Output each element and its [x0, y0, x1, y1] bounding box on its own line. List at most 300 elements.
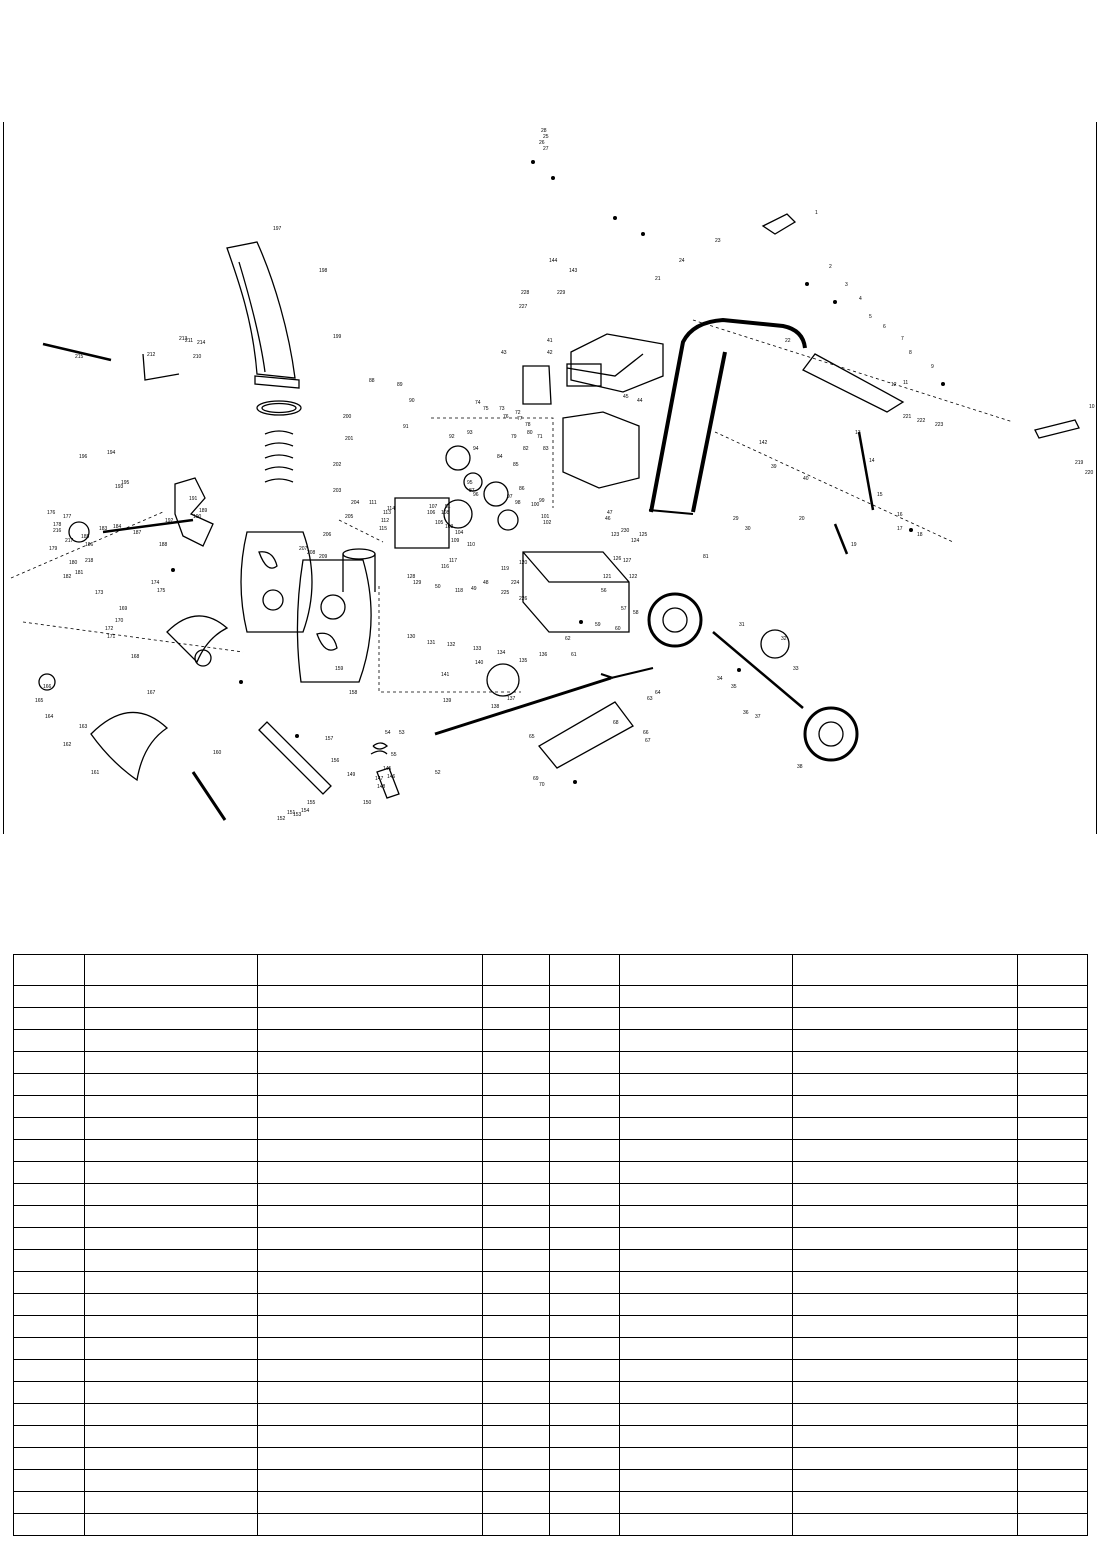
table-cell — [1018, 1184, 1088, 1206]
part-callout-number: 178 — [53, 522, 62, 528]
table-cell — [483, 1250, 550, 1272]
part-callout-number: 80 — [527, 430, 533, 436]
part-callout-number: 214 — [197, 340, 206, 346]
table-cell — [258, 1294, 483, 1316]
table-cell — [793, 1184, 1018, 1206]
part-callout-number: 1 — [815, 210, 818, 216]
part-callout-number: 119 — [501, 566, 509, 572]
table-cell — [85, 1360, 258, 1382]
table-cell — [14, 1338, 85, 1360]
table-cell — [14, 1162, 85, 1184]
right-wheel-hub — [819, 722, 843, 746]
table-cell — [258, 955, 483, 986]
part-callout-number: 79 — [511, 434, 517, 440]
table-cell — [14, 1448, 85, 1470]
table-cell — [550, 1448, 620, 1470]
part-callout-number: 94 — [473, 446, 479, 452]
table-row — [14, 1118, 1088, 1140]
table-cell — [483, 1470, 550, 1492]
part-callout-number: 30 — [745, 526, 751, 532]
part-callout-number: 228 — [521, 290, 530, 296]
part-callout-number: 49 — [471, 586, 477, 592]
part-callout-number: 84 — [497, 454, 503, 460]
part-callout-number: 37 — [755, 714, 761, 720]
part-callout-number: 160 — [213, 750, 222, 756]
part-callout-number: 38 — [797, 764, 803, 770]
part-callout-number: 144 — [549, 258, 558, 264]
part-callout-number: 35 — [731, 684, 737, 690]
table-cell — [258, 1228, 483, 1250]
table-row — [14, 1492, 1088, 1514]
table-cell — [85, 1492, 258, 1514]
table-cell — [483, 1184, 550, 1206]
housing-right-cutout — [317, 633, 337, 650]
fuel-tank — [571, 334, 663, 392]
table-cell — [620, 1492, 793, 1514]
table-cell — [793, 955, 1018, 986]
table-row — [14, 1184, 1088, 1206]
exploded-parts-diagram — [3, 122, 1097, 834]
table-row — [14, 1382, 1088, 1404]
part-callout-number: 216 — [53, 528, 62, 534]
part-callout-number: 56 — [601, 588, 607, 594]
table-cell — [793, 1382, 1018, 1404]
table-cell — [85, 1316, 258, 1338]
table-cell — [483, 1162, 550, 1184]
part-callout-number: 40 — [803, 476, 809, 482]
left-auger-lower — [91, 712, 167, 780]
part-callout-number: 20 — [799, 516, 805, 522]
part-callout-number: 206 — [323, 532, 332, 538]
part-callout-number: 154 — [301, 808, 310, 814]
table-cell — [483, 1294, 550, 1316]
part-callout-number: 193 — [115, 484, 124, 490]
part-callout-number: 168 — [131, 654, 140, 660]
table-cell — [550, 1382, 620, 1404]
part-callout-number: 184 — [113, 524, 122, 530]
table-cell — [14, 1360, 85, 1382]
hardware-dot — [573, 780, 577, 784]
frame-gearcase — [523, 552, 629, 632]
table-cell — [550, 1492, 620, 1514]
table-cell — [793, 1272, 1018, 1294]
part-callout-number: 98 — [515, 500, 521, 506]
handle-crossbar — [649, 510, 693, 514]
table-row — [14, 1228, 1088, 1250]
part-callout-number: 95 — [467, 480, 473, 486]
table-cell — [1018, 1008, 1088, 1030]
part-callout-number: 113 — [383, 510, 391, 516]
table-cell — [1018, 1052, 1088, 1074]
part-callout-number: 159 — [335, 666, 344, 672]
part-callout-number: 198 — [319, 268, 328, 274]
upper-handle-bar — [651, 320, 805, 512]
part-callout-number: 19 — [851, 542, 857, 548]
table-cell — [483, 1206, 550, 1228]
left-wheel — [649, 594, 701, 646]
part-callout-number: 34 — [717, 676, 723, 682]
table-cell — [1018, 986, 1088, 1008]
part-callout-number: 7 — [901, 336, 904, 342]
part-callout-number: 147 — [375, 776, 384, 782]
table-cell — [483, 1030, 550, 1052]
table-cell — [550, 1052, 620, 1074]
table-cell — [14, 1514, 85, 1536]
table-cell — [793, 1228, 1018, 1250]
table-cell — [483, 1096, 550, 1118]
table-row — [14, 1316, 1088, 1338]
part-callout-number: 217 — [65, 538, 74, 544]
table-cell — [258, 1514, 483, 1536]
table-cell — [14, 1052, 85, 1074]
part-callout-number: 213 — [179, 336, 188, 342]
part-callout-number: 54 — [385, 730, 391, 736]
table-cell — [793, 1162, 1018, 1184]
part-callout-number: 183 — [99, 526, 108, 532]
table-cell — [1018, 1118, 1088, 1140]
part-callout-number: 161 — [91, 770, 100, 776]
table-cell — [550, 1514, 620, 1536]
table-cell — [550, 1316, 620, 1338]
drive-control-lever — [763, 214, 795, 234]
auger-control-lever — [1035, 420, 1079, 438]
table-cell — [550, 986, 620, 1008]
table-cell — [483, 955, 550, 986]
part-callout-number: 74 — [475, 400, 481, 406]
part-callout-number: 44 — [637, 398, 643, 404]
part-callout-number: 33 — [793, 666, 799, 672]
callout-number-layer — [35, 128, 1095, 822]
table-cell — [483, 1316, 550, 1338]
table-cell — [1018, 1492, 1088, 1514]
part-callout-number: 77 — [517, 416, 523, 422]
table-cell — [793, 1250, 1018, 1272]
part-callout-number: 105 — [435, 520, 444, 526]
part-callout-number: 78 — [525, 422, 531, 428]
handle-guide-lines — [693, 320, 1013, 542]
part-callout-number: 15 — [877, 492, 883, 498]
table-cell — [793, 1294, 1018, 1316]
lower-handle-bar — [693, 352, 725, 512]
part-callout-number: 24 — [679, 258, 685, 264]
table-cell — [14, 1228, 85, 1250]
table-cell — [1018, 1294, 1088, 1316]
part-callout-number: 224 — [511, 580, 520, 586]
table-cell — [793, 1404, 1018, 1426]
table-cell — [85, 955, 258, 986]
table-cell — [620, 955, 793, 986]
table-cell — [793, 1118, 1018, 1140]
table-cell — [620, 1404, 793, 1426]
drive-pulley — [446, 446, 470, 470]
table-row — [14, 1426, 1088, 1448]
chute-gasket-inner — [262, 404, 296, 413]
part-callout-number: 28 — [541, 128, 547, 134]
belt-cover — [523, 366, 551, 404]
table-cell — [258, 1338, 483, 1360]
table-cell — [14, 1184, 85, 1206]
housing-left-bearing-hole — [263, 590, 283, 610]
part-callout-number: 174 — [151, 580, 160, 586]
fuel-tank-edge — [567, 354, 643, 376]
part-callout-number: 26 — [539, 140, 545, 146]
part-callout-number: 61 — [571, 652, 577, 658]
table-cell — [85, 1074, 258, 1096]
part-callout-number: 16 — [897, 512, 903, 518]
hardware-dot — [551, 176, 555, 180]
part-callout-number: 135 — [519, 658, 528, 664]
table-cell — [85, 1096, 258, 1118]
auger-center-bushing — [195, 650, 211, 666]
shaft-coupler — [601, 668, 653, 678]
part-callout-number: 209 — [319, 554, 328, 560]
table-cell — [258, 1030, 483, 1052]
table-cell — [550, 1184, 620, 1206]
table-cell — [620, 1228, 793, 1250]
part-callout-number: 63 — [647, 696, 653, 702]
table-cell — [14, 1382, 85, 1404]
table-cell — [620, 1118, 793, 1140]
table-row — [14, 1404, 1088, 1426]
table-cell — [483, 1382, 550, 1404]
part-callout-number: 36 — [743, 710, 749, 716]
part-callout-number: 191 — [189, 496, 198, 502]
table-cell — [620, 1470, 793, 1492]
table-cell — [483, 1272, 550, 1294]
part-callout-number: 202 — [333, 462, 342, 468]
part-callout-number: 211 — [185, 338, 193, 344]
part-callout-number: 177 — [63, 514, 72, 520]
table-cell — [14, 1096, 85, 1118]
table-cell — [1018, 1448, 1088, 1470]
table-cell — [793, 986, 1018, 1008]
part-callout-number: 18 — [917, 532, 923, 538]
part-callout-number: 162 — [63, 742, 72, 748]
part-callout-number: 138 — [491, 704, 500, 710]
table-row — [14, 1206, 1088, 1228]
part-callout-number: 181 — [75, 570, 84, 576]
table-row — [14, 1360, 1088, 1382]
part-callout-number: 106 — [427, 510, 436, 516]
hardware-dot — [239, 680, 243, 684]
part-callout-number: 133 — [473, 646, 482, 652]
part-callout-number: 27 — [543, 146, 549, 152]
table-cell — [14, 1206, 85, 1228]
table-cell — [258, 1448, 483, 1470]
part-callout-number: 8 — [909, 350, 912, 356]
discharge-chute — [227, 242, 295, 378]
table-cell — [793, 1426, 1018, 1448]
part-callout-number: 12 — [891, 382, 897, 388]
table-cell — [483, 1228, 550, 1250]
part-callout-number: 208 — [307, 550, 316, 556]
part-callout-number: 45 — [623, 394, 629, 400]
table-cell — [258, 1206, 483, 1228]
part-callout-number: 126 — [613, 556, 622, 562]
part-callout-number: 96 — [473, 492, 479, 498]
table-cell — [550, 1030, 620, 1052]
part-callout-number: 150 — [363, 800, 372, 806]
part-callout-number: 107 — [429, 504, 438, 510]
part-callout-number: 125 — [639, 532, 648, 538]
table-cell — [483, 1448, 550, 1470]
part-callout-number: 164 — [45, 714, 54, 720]
part-callout-number: 17 — [897, 526, 903, 532]
part-callout-number: 130 — [407, 634, 416, 640]
part-callout-number: 52 — [435, 770, 441, 776]
table-cell — [1018, 1206, 1088, 1228]
part-callout-number: 75 — [483, 406, 489, 412]
part-callout-number: 68 — [613, 720, 619, 726]
auger-gearcase-bracket — [377, 768, 399, 798]
dash-panel — [803, 354, 903, 412]
part-callout-number: 22 — [785, 338, 791, 344]
table-cell — [550, 1338, 620, 1360]
part-callout-number: 158 — [349, 690, 358, 696]
table-cell — [620, 1272, 793, 1294]
part-callout-number: 203 — [333, 488, 342, 494]
part-callout-number: 66 — [643, 730, 649, 736]
part-callout-number: 42 — [547, 350, 553, 356]
part-callout-number: 86 — [519, 486, 525, 492]
part-callout-number: 60 — [615, 626, 621, 632]
table-cell — [620, 1426, 793, 1448]
parts-list-table — [13, 954, 1088, 1536]
table-cell — [1018, 955, 1088, 986]
part-callout-number: 112 — [381, 518, 389, 524]
table-cell — [258, 1360, 483, 1382]
part-callout-number: 129 — [413, 580, 422, 586]
table-cell — [483, 1008, 550, 1030]
part-callout-number: 118 — [455, 588, 463, 594]
part-callout-number: 149 — [347, 772, 356, 778]
part-callout-number: 111 — [369, 500, 377, 506]
bottom-cover-plate — [539, 702, 633, 768]
table-cell — [793, 1514, 1018, 1536]
table-cell — [793, 1140, 1018, 1162]
part-callout-number: 73 — [499, 406, 505, 412]
table-cell — [85, 1272, 258, 1294]
table-cell — [1018, 1250, 1088, 1272]
drive-shaft — [435, 678, 611, 734]
table-cell — [620, 1052, 793, 1074]
part-callout-number: 139 — [443, 698, 452, 704]
table-cell — [550, 1096, 620, 1118]
part-callout-number: 124 — [631, 538, 640, 544]
table-cell — [793, 1492, 1018, 1514]
part-callout-number: 103 — [445, 524, 454, 530]
table-cell — [620, 1206, 793, 1228]
table-cell — [258, 1074, 483, 1096]
table-cell — [258, 1096, 483, 1118]
part-callout-number: 83 — [543, 446, 549, 452]
part-callout-number: 169 — [119, 606, 128, 612]
part-callout-number: 143 — [569, 268, 578, 274]
auger-shaft — [193, 772, 225, 820]
part-callout-number: 41 — [547, 338, 553, 344]
part-callout-number: 197 — [273, 226, 282, 232]
part-callout-number: 110 — [467, 542, 475, 548]
part-callout-number: 179 — [49, 546, 58, 552]
part-callout-number: 114 — [387, 506, 395, 512]
part-callout-number: 53 — [399, 730, 405, 736]
table-cell — [620, 1140, 793, 1162]
table-cell — [14, 1030, 85, 1052]
table-cell — [620, 1360, 793, 1382]
table-cell — [85, 1514, 258, 1536]
table-cell — [620, 1316, 793, 1338]
part-callout-number: 93 — [467, 430, 473, 436]
table-cell — [14, 1492, 85, 1514]
part-callout-number: 173 — [95, 590, 104, 596]
part-callout-number: 31 — [739, 622, 745, 628]
part-callout-number: 123 — [611, 532, 620, 538]
part-callout-number: 71 — [537, 434, 543, 440]
scraper-bar — [259, 722, 331, 794]
part-callout-number: 10 — [1089, 404, 1095, 410]
table-cell — [1018, 1316, 1088, 1338]
part-callout-number: 166 — [43, 684, 52, 690]
part-callout-number: 50 — [435, 584, 441, 590]
table-cell — [85, 1118, 258, 1140]
part-callout-number: 131 — [427, 640, 436, 646]
table-cell — [85, 1470, 258, 1492]
part-callout-number: 117 — [449, 558, 457, 564]
table-row — [14, 1030, 1088, 1052]
hardware-dot — [579, 620, 583, 624]
table-cell — [793, 1360, 1018, 1382]
part-callout-number: 190 — [193, 514, 202, 520]
table-cell — [14, 1316, 85, 1338]
table-cell — [550, 1470, 620, 1492]
table-cell — [620, 1448, 793, 1470]
table-cell — [550, 1272, 620, 1294]
part-callout-number: 132 — [447, 642, 456, 648]
part-callout-number: 127 — [623, 558, 632, 564]
part-callout-number: 201 — [345, 436, 354, 442]
part-callout-number: 155 — [307, 800, 316, 806]
table-cell — [1018, 1030, 1088, 1052]
left-wheel-hub — [663, 608, 687, 632]
part-callout-number: 156 — [331, 758, 340, 764]
part-callout-number: 186 — [85, 542, 94, 548]
chute-base-top — [343, 549, 375, 559]
hardware-dot — [641, 232, 645, 236]
table-cell — [1018, 1162, 1088, 1184]
part-callout-number: 200 — [343, 414, 352, 420]
part-callout-number: 153 — [293, 812, 302, 818]
table-cell — [258, 1470, 483, 1492]
part-callout-number: 223 — [935, 422, 944, 428]
shift-rod-lower — [835, 524, 847, 554]
part-callout-number: 115 — [379, 526, 387, 532]
table-cell — [550, 1360, 620, 1382]
part-callout-number: 170 — [115, 618, 124, 624]
table-cell — [1018, 1382, 1088, 1404]
part-callout-number: 229 — [557, 290, 566, 296]
table-row — [14, 1338, 1088, 1360]
part-callout-number: 142 — [759, 440, 768, 446]
part-callout-number: 215 — [75, 354, 84, 360]
part-callout-number: 76 — [503, 414, 509, 420]
table-cell — [793, 1074, 1018, 1096]
part-callout-number: 70 — [539, 782, 545, 788]
table-cell — [14, 1008, 85, 1030]
part-callout-number: 102 — [543, 520, 552, 526]
part-callout-number: 51 — [445, 504, 451, 510]
part-callout-number: 180 — [69, 560, 78, 566]
table-row — [14, 1250, 1088, 1272]
